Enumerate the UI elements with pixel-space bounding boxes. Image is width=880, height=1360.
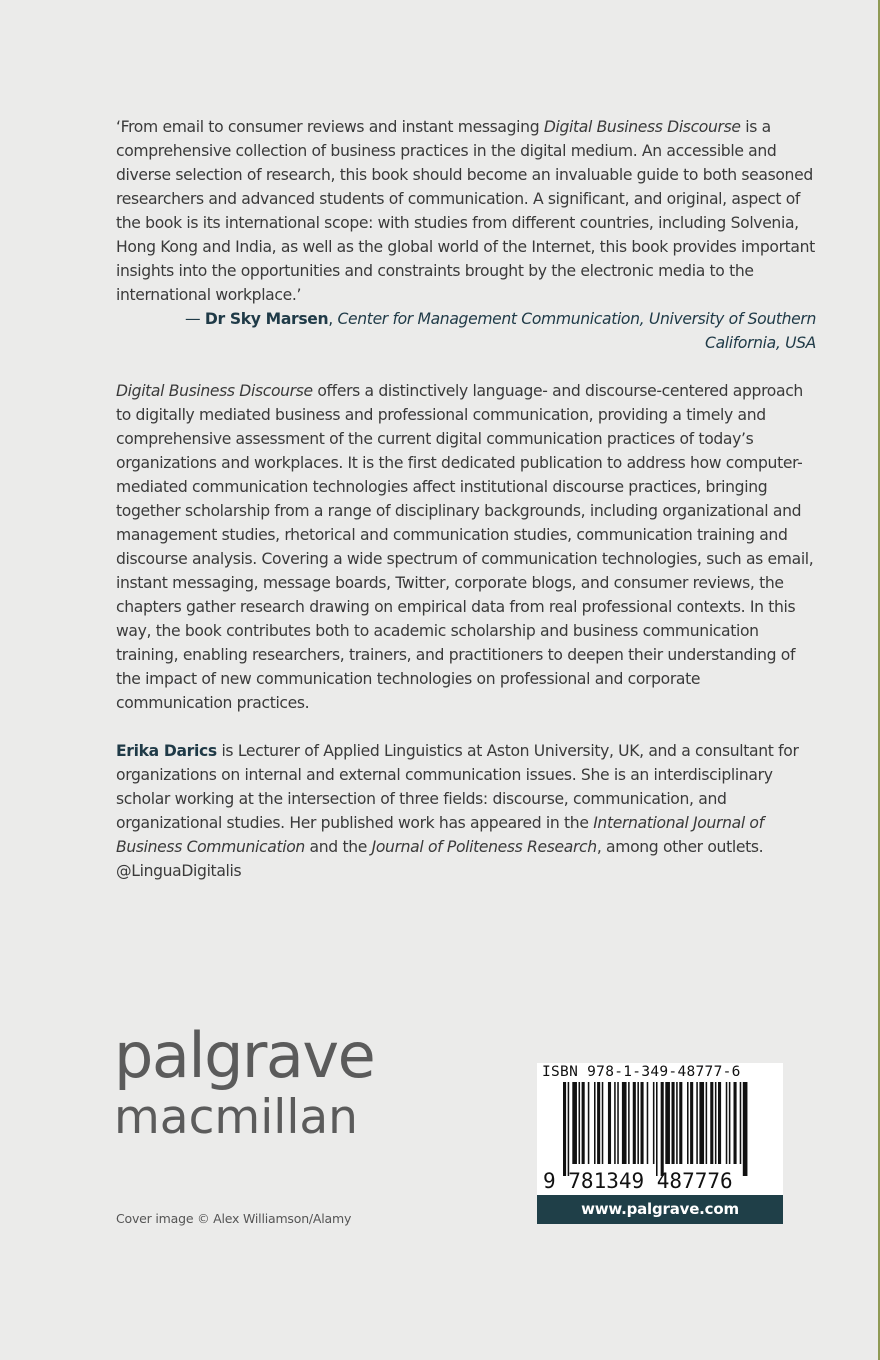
barcode-bar (743, 1082, 748, 1176)
barcode-bar (641, 1082, 644, 1164)
barcode-bar (568, 1082, 570, 1176)
barcode-bar (672, 1082, 675, 1164)
barcode-bar (582, 1082, 585, 1164)
barcode-bar (656, 1082, 658, 1176)
barcode-bar (633, 1082, 636, 1164)
isbn-digits: 9 781349 487776 (543, 1169, 733, 1193)
barcode-bar (710, 1082, 713, 1164)
publisher-website: www.palgrave.com (537, 1195, 783, 1224)
barcode-bar (579, 1082, 581, 1164)
barcode-bar (726, 1082, 728, 1164)
cover-image-credit: Cover image © Alex Williamson/Alamy (116, 1211, 352, 1226)
book-description: Digital Business Discourse offers a distinctively language- and discourse-centered approach to digitally mediated business and professional communication, providing a timely and comprehensive assessment of the current digital communication practices of today’s organizations and workplaces. It is the first dedicated publication to address how computer-mediated communication technologies affect institutional discourse practices, bringing together scholarship from a range of disciplinary backgrounds, including organizational and management studies, rhetorical and communication studies, communication training and discourse analysis. Covering a wide spectrum of communication technologies, such as email, instant messaging, message boards, Twitter, corporate blogs, and consumer reviews, the chapters gather research drawing on empirical data from real professional contexts. In this way, the book contributes both to academic scholarship and business communication training, enabling researchers, trainers, and practitioners to deepen their understanding of the impact of new communication technologies on professional and corporate communication practices. (116, 382, 814, 712)
barcode-bar (734, 1082, 737, 1164)
barcode-bar (653, 1082, 655, 1164)
barcode-bar (679, 1082, 682, 1164)
barcode-bar (687, 1082, 689, 1164)
barcode-bar (715, 1082, 717, 1164)
barcode-bar (740, 1082, 742, 1164)
barcode-bar (706, 1082, 708, 1164)
back-cover-text (116, 115, 816, 883)
barcode-bar (614, 1082, 616, 1164)
barcode-bar (597, 1082, 600, 1164)
barcode-bar (665, 1082, 670, 1164)
barcode-bar (729, 1082, 731, 1164)
barcode-bar (588, 1082, 590, 1164)
barcode-bar (594, 1082, 596, 1164)
author-bio: Erika Darics is Lecturer of Applied Linguistics at Aston University, UK, and a consultant for organizations on internal and external communication issues. She is an interdisciplinary scholar working at the intersection of three fields: discourse, communication, and organizational studies. Her published work has appeared in the International Journal of Business Communication and the Journal of Politeness Research, among other outlets. @LinguaDigitalis (116, 742, 799, 880)
barcode-bar (622, 1082, 627, 1164)
barcode-bar (628, 1082, 630, 1164)
barcode-bar (690, 1082, 693, 1164)
barcode-bar (676, 1082, 678, 1164)
palgrave-macmillan-logo: palgrave macmillan (114, 1019, 375, 1145)
barcode-bar (572, 1082, 577, 1164)
barcode-bar (647, 1082, 649, 1164)
barcode-bar (617, 1082, 619, 1164)
endorsement-attribution: — Dr Sky Marsen, Center for Management Communication, University of Southern California, USA (185, 310, 816, 352)
endorser-affiliation: Center for Management Communication, University of Southern California, USA (337, 310, 816, 352)
barcode-bar (696, 1082, 698, 1164)
barcode-bar (637, 1082, 639, 1164)
barcode-bar (718, 1082, 721, 1164)
barcode-bar (661, 1082, 664, 1176)
author-name: Erika Darics (116, 742, 217, 760)
isbn-barcode (537, 1063, 783, 1224)
barcode-bar (608, 1082, 611, 1164)
barcode-bars (537, 1082, 783, 1176)
isbn-label: ISBN 978-1-349-48777-6 (542, 1064, 741, 1080)
endorser-name: Dr Sky Marsen (204, 310, 329, 328)
barcode-bar (602, 1082, 604, 1164)
endorsement-quote: ‘From email to consumer reviews and instant messaging Digital Business Discourse is a comprehensive collection of business practices in the digital medium. An accessible and diverse selection of research, this book should become an invaluable guide to both seasoned researchers and advanced students of communication. A significant, and original, aspect of the book is its international scope: with studies from different countries, including Solvenia, Hong Kong and India, as well as the global world of the Internet, this book provides important insights into the opportunities and constraints brought by the electronic media to the international workplace.’ — Dr Sky Marsen, Center for Management Communication, University of Southern California, USA (116, 115, 816, 355)
barcode-bar (699, 1082, 704, 1164)
barcode-bar (563, 1082, 566, 1176)
